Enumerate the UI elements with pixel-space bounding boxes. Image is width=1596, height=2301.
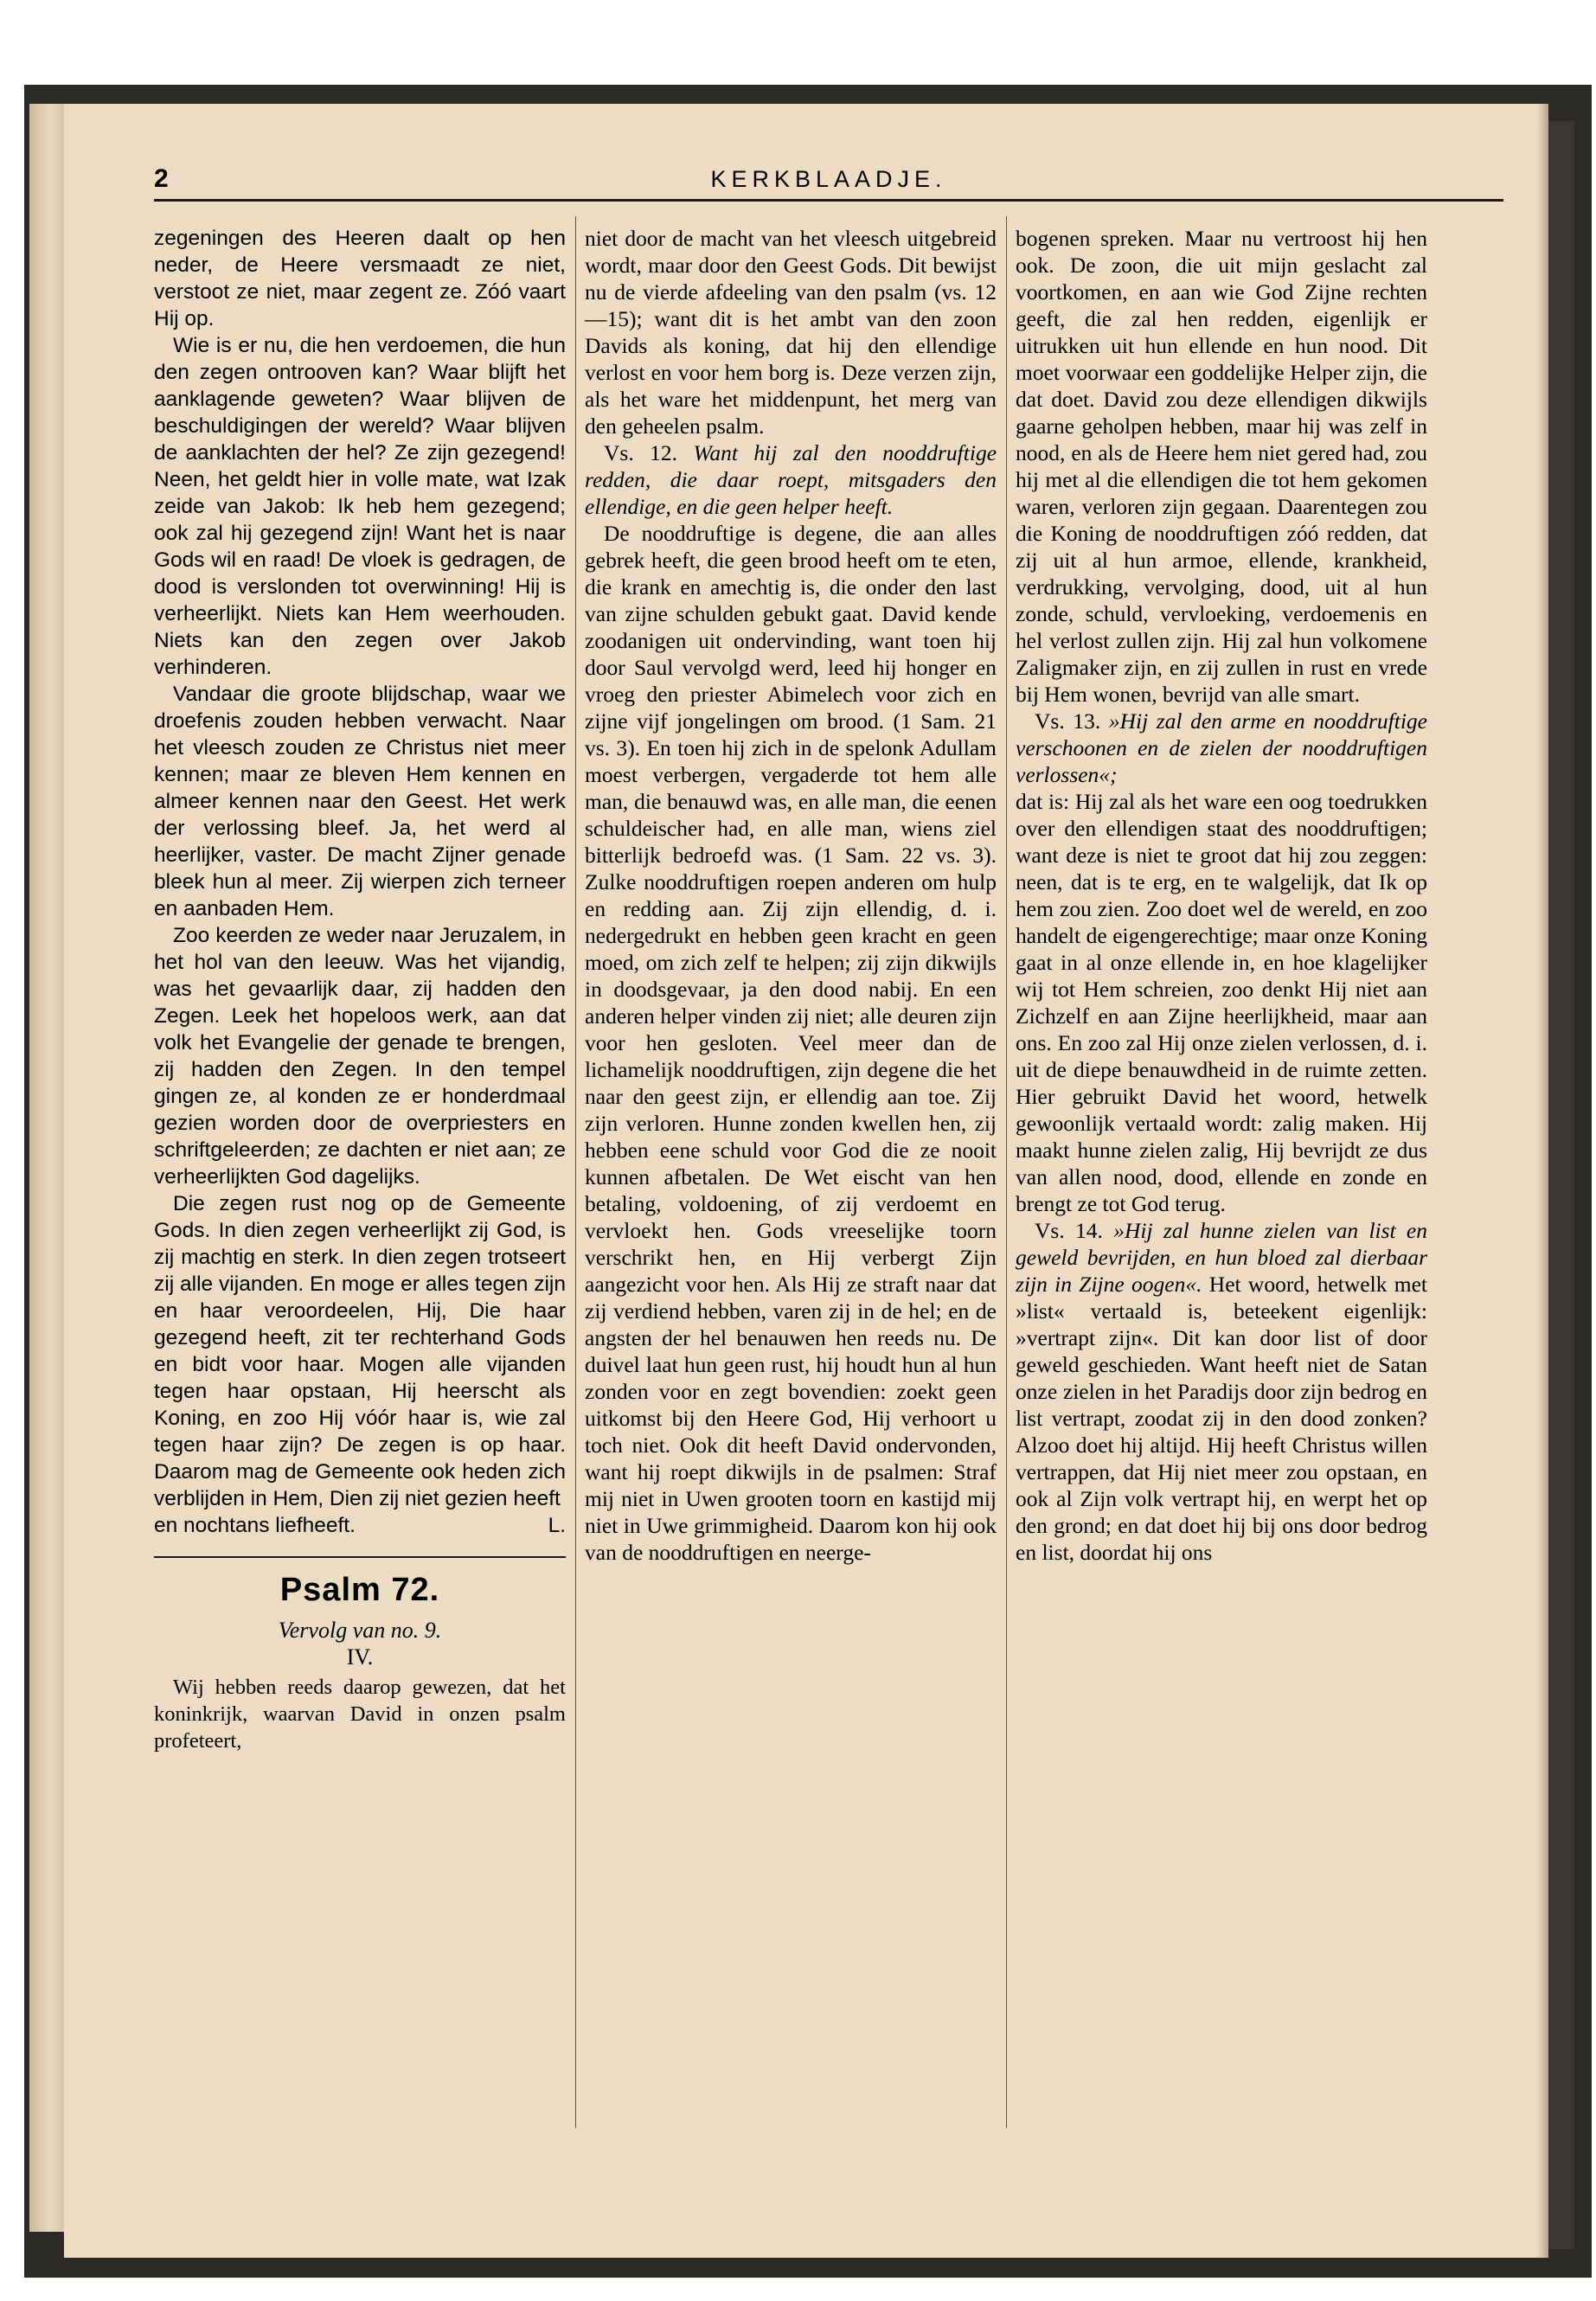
- column-divider: [1006, 216, 1007, 2128]
- article-text: Het woord, hetwelk met »list« vertaald is, beteekent eigenlijk: »vertrapt zijn«. Dit kan door list of door geweld geschieden. Want heeft niet de Satan onze zielen in het Paradijs door zijn bedrog en list vertrapt, zoodat zij in den dood zonken? Alzoo doet hij altijd. Hij heeft Christus willen vertrappen, dat Hij niet meer zou opstaan, en ook al Zijn volk vertrapt hij, en werpt het op den grond; en dat doet hij bij ons door bedrog en list, doordat hij ons: [1016, 1272, 1428, 1565]
- page-header: [154, 164, 1503, 216]
- author-signature: L.: [548, 1514, 566, 1537]
- masthead-title: KERKBLAADJE.: [710, 166, 947, 192]
- article-paragraph: Die zegen rust nog op de Gemeente Gods. In dien zegen verheerlijkt zij God, is zij machtig en sterk. In dien zegen trotseert zij alle vijanden. En moge er alles tegen zijn en haar veroordeelen, Hij, Die haar gezegend heeft, zit ter rechterhand Gods en bidt voor haar. Mogen alle vijanden tegen haar opstaan, Hij heerscht als Koning, en zoo Hij vóór haar is, wie zal tegen haar zijn? De zegen is op haar. Daarom mag de Gemeente ook heden zich verblijden in Hem, Dien zij niet gezien heeft: [154, 1192, 566, 1510]
- page-number: 2: [154, 164, 169, 193]
- article-paragraph: dat is: Hij zal als het ware een oog toedrukken over den ellendigen staat des nooddruftigen; want deze is niet te groot dat hij zou zeggen: neen, dat is te erg, en te walgelijk, dat Ik op hem zou zien. Zoo doet wel de wereld, en zoo handelt de eigengerechtige; maar onze Koning gaat in al onze ellende in, en hoe klagelijker wij tot Hem schreien, zoo denkt Hij niet aan Zichzelf en aan Zijne heerlijkheid, maar aan ons. En zoo zal Hij onze zielen verlossen, d. i. uit de diepe benauwdheid in de ruimte zetten. Hier gebruikt David het woord, hetwelk gewoonlijk vertaald wordt: zalig maken. Hij maakt hunne zielen zalig, Hij bevrijdt ze dus van allen nood, dood, ellende en zonde en brengt ze tot God terug.: [1016, 789, 1427, 1216]
- verse-reference: Vs. 14.: [1035, 1218, 1103, 1243]
- article-paragraph: Wij hebben reeds daarop gewezen, dat het koninkrijk, waarvan David in onzen psalm profeteert,: [154, 1676, 566, 1753]
- psalm-heading: Psalm 72.: [279, 1572, 440, 1608]
- continuation-note: Vervolg van no. 9.: [278, 1618, 442, 1643]
- verse-quote: Want hij zal den nooddruftige redden, die daar roept, mitsgaders den ellendige, en die geen helper heeft.: [585, 440, 997, 519]
- section-number: IV.: [346, 1644, 374, 1670]
- article-paragraph: niet door de macht van het vleesch uitgebreid wordt, maar door den Geest Gods. Dit bewijst nu de vierde afdeeling van den psalm (vs. 12—15); want dit is het ambt van den zoon Davids als koning, dat hij den ellendige verlost en voor hem borg is. Deze verzen zijn, als het ware het middenpunt, het merg van den geheelen psalm.: [585, 226, 997, 439]
- header-rule: [154, 199, 1503, 202]
- verse-reference: Vs. 13.: [1035, 708, 1101, 734]
- verse-paragraph: [585, 439, 997, 520]
- verse-reference: Vs. 12.: [604, 440, 678, 465]
- next-page-edge: [1548, 121, 1574, 2249]
- verse-quote: »Hij zal hunne zielen van list en geweld bevrijden, en hun bloed zal dierbaar zijn in Zijne oogen«.: [1016, 1218, 1428, 1297]
- article-paragraph: Wie is er nu, die hen verdoemen, die hun den zegen ontrooven kan? Waar blijft het aanklagende geweten? Waar blijven de beschuldigingen der wereld? Waar blijven de aanklachten der hel? Ze zijn gezegend! Neen, het geldt hier in volle mate, wat Izak zeide van Jakob: Ik heb hem gezegend; ook zal hij gezegend zijn! Want het is naar Gods wil en raad! De vloek is gedragen, de dood is verslonden tot overwinning! Hij is verheerlijkt. Niets kan Hem weerhouden. Niets kan den zegen over Jakob verhinderen.: [154, 334, 566, 679]
- article-paragraph: Vandaar die groote blijdschap, waar we droefenis zouden hebben verwacht. Naar het vleesch zouden ze Christus niet meer kennen; maar ze bleven Hem kennen en almeer kennen naar den Geest. Het werk der verlossing bleef. Ja, het werd al heerlijker, vaster. De macht Zijner genade bleek hun al meer. Zij wierpen zich terneer en aanbaden Hem.: [154, 683, 566, 920]
- article-divider: [154, 1556, 566, 1558]
- article-paragraph: bogenen spreken. Maar nu vertroost hij hen ook. De zoon, die uit mijn geslacht zal voortkomen, en aan wie God Zijne rechten geeft, die zal hen redden, eigenlijk er uitrukken uit hun ellende en hun nood. Dit moet voorwaar een goddelijke Helper zijn, die dat doet. David zou deze ellendigen dikwijls gaarne geholpen hebben, maar hij was zelf in nood, en als de Heere hem niet gered had, zou hij met al die ellendigen die tot hem gekomen waren, verloren zijn gegaan. Daarentegen zou die Koning de nooddruftigen zóó redden, dat zij uit al hun armoe, ellende, krankheid, verdrukking, vervolging, dood, uit al hun zonde, schuld, vervloeking, verdoemenis en hel verlost zullen zijn. Hij zal hun volkomene Zaligmaker zijn, en zij zullen in rust en vrede bij Hem wonen, bevrijd van alle smart.: [1016, 226, 1427, 707]
- article-paragraph: Zoo keerden ze weder naar Jeruzalem, in het hol van den leeuw. Was het vijandig, was het gevaarlijk daar, zij hadden den Zegen. Leek het hopeloos werk, aan dat volk het Evangelie der genade te brengen, zij hadden den Zegen. In den tempel gingen ze, al konden ze er honderdmaal gezien worden door de overpriesters en schriftgeleerden; ze dachten er niet aan; ze verheerlijkten God dagelijks.: [154, 924, 566, 1189]
- verse-paragraph: [1016, 708, 1427, 788]
- column-divider: [575, 216, 576, 2128]
- article-paragraph: De nooddruftige is degene, die aan alles gebrek heeft, die geen brood heeft om te eten, die krank en amechtig is, die onder den last van zijne schulden gebukt gaat. David kende zoodanigen uit ondervinding, want toen hij door Saul vervolgd werd, leed hij honger en vroeg den priester Abimelech voor zich en zijne vijf jongelingen om brood. (1 Sam. 21 vs. 3). En toen hij zich in de spelonk Adullam moest verbergen, vergaderde tot hem alle man, die benauwd was, en alle man, die eenen schuldeischer had, en alle man, wiens ziel bitterlijk bedroefd was. (1 Sam. 22 vs. 3). Zulke nooddruftigen roepen anderen om hulp en redding aan. Zij zijn ellendig, d. i. nedergedrukt en hebben geen kracht en geen moed, om zich zelf te helpen; zij zijn dikwijls in doodsgevaar, ja den dood nabij. En een anderen helper vinden zij niet; alle deuren zijn voor hen gesloten. Veel meer dan de lichamelijk nooddruftigen, zijn degene die het naar den geest zijn, er ellendig aan toe. Zij zijn verloren. Hunne zonden kwellen hen, zij hebben eene schuld voor God die ze nooit kunnen afbetalen. De Wet eischt van hen betaling, voldoening, of zij verdoemt en vervloekt hen. Gods vreeselijke toorn verschrikt hen, en Hij verbergt Zijn aangezicht voor hen. Als Hij ze straft naar dat zij verdiend hebben, varen zij in de hel; en de angsten der hel benauwen hen reeds nu. De duivel laat hun geen rust, hij houdt hun al hun zonden voor en zegt bovendien: zoekt geen uitkomst bij den Heere God, Hij verhoort u toch niet. Ook dit heeft David ondervonden, want hij roept dikwijls in de psalmen: Straf mij niet in Uwen grooten toorn en kastijd mij niet in Uwe grimmigheid. Daarom kon hij ook van de nooddruftigen en neerge-: [585, 521, 997, 1565]
- column-3: [1016, 225, 1427, 1566]
- article-closing: [154, 1512, 566, 1539]
- column-1: [154, 225, 566, 1754]
- verse-paragraph: [1016, 1217, 1427, 1566]
- binding-strip: [29, 104, 64, 2232]
- verse-quote: »Hij zal den arme en nooddruftige verschoonen en de zielen der nooddruftigen verlossen«;: [1016, 708, 1427, 787]
- column-2: [585, 225, 997, 1566]
- article-paragraph: zegeningen des Heeren daalt op hen neder, de Heere versmaadt ze niet, verstoot ze niet, maar zegent ze. Zóó vaart Hij op.: [154, 227, 566, 330]
- closing-text: en nochtans liefheeft.: [154, 1514, 356, 1537]
